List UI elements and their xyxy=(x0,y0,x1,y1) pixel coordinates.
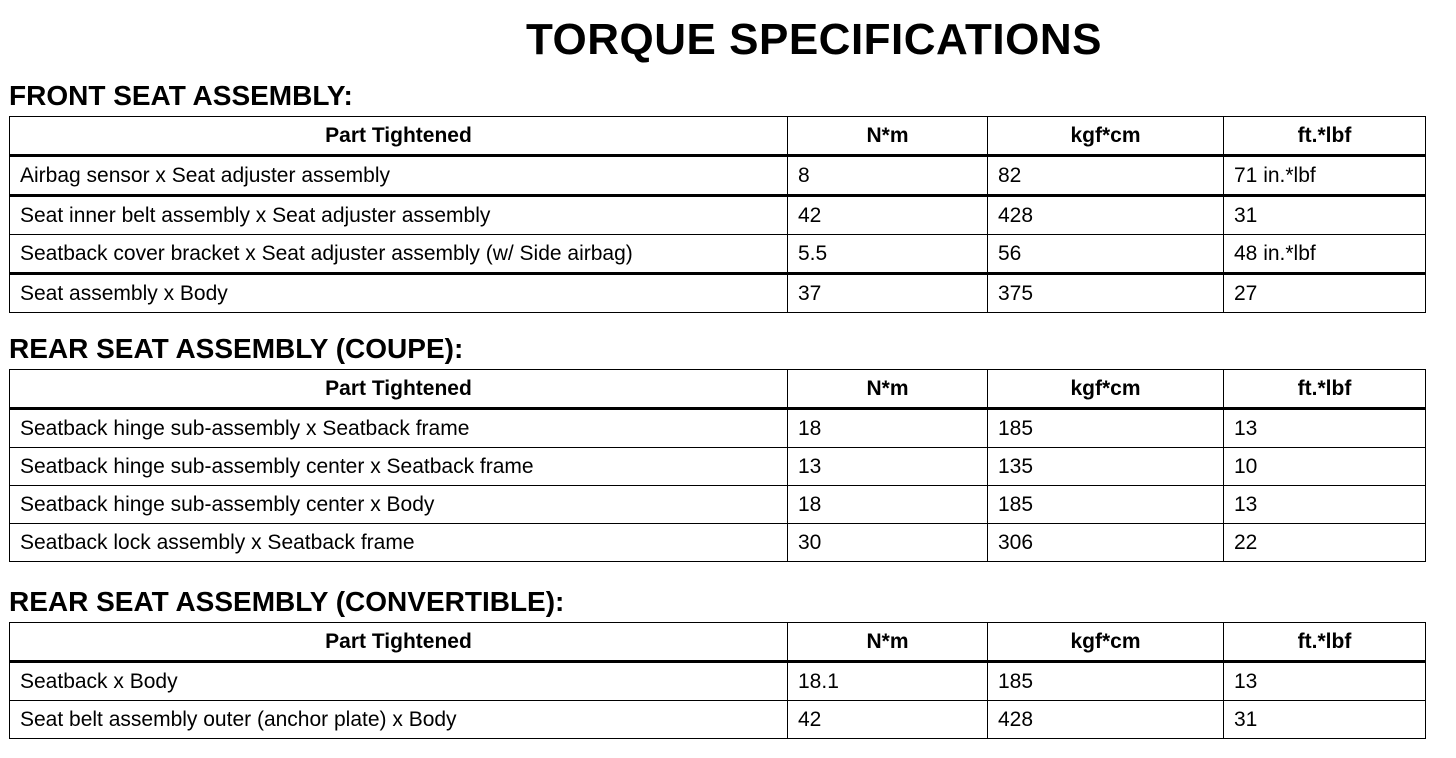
column-header-nm: N*m xyxy=(788,370,988,409)
column-header-nm: N*m xyxy=(788,623,988,662)
cell-part: Seatback cover bracket x Seat adjuster assembly (w/ Side airbag) xyxy=(10,235,788,274)
section-heading: REAR SEAT ASSEMBLY (CONVERTIBLE): xyxy=(9,586,565,617)
cell-ftlbf: 13 xyxy=(1224,486,1426,524)
cell-part: Seatback hinge sub-assembly x Seatback frame xyxy=(10,409,788,448)
cell-ftlbf: 13 xyxy=(1224,662,1426,701)
table-row xyxy=(10,235,1426,274)
cell-part: Seatback x Body xyxy=(10,662,788,701)
column-header-part: Part Tightened xyxy=(10,623,788,662)
torque-table-rear-seat-convertible xyxy=(9,622,1426,739)
cell-kgfcm: 428 xyxy=(988,701,1224,739)
cell-ftlbf: 71 in.*lbf xyxy=(1224,156,1426,196)
cell-part: Seatback lock assembly x Seatback frame xyxy=(10,524,788,562)
table-header-row xyxy=(10,370,1426,409)
cell-part: Seatback hinge sub-assembly center x Seatback frame xyxy=(10,448,788,486)
section-rear-seat-coupe xyxy=(9,333,1425,562)
table-row xyxy=(10,662,1426,701)
cell-kgfcm: 185 xyxy=(988,662,1224,701)
column-header-ftlbf: ft.*lbf xyxy=(1224,623,1426,662)
table-row xyxy=(10,524,1426,562)
table-row xyxy=(10,156,1426,196)
cell-part: Seatback hinge sub-assembly center x Body xyxy=(10,486,788,524)
cell-nm: 42 xyxy=(788,701,988,739)
table-row xyxy=(10,409,1426,448)
section-heading: REAR SEAT ASSEMBLY (COUPE): xyxy=(9,333,464,364)
section-rear-seat-convertible xyxy=(9,586,1425,739)
cell-ftlbf: 48 in.*lbf xyxy=(1224,235,1426,274)
cell-ftlbf: 31 xyxy=(1224,701,1426,739)
table-header-row xyxy=(10,117,1426,156)
cell-kgfcm: 185 xyxy=(988,409,1224,448)
cell-part: Seat inner belt assembly x Seat adjuster assembly xyxy=(10,196,788,235)
cell-nm: 18 xyxy=(788,409,988,448)
cell-kgfcm: 306 xyxy=(988,524,1224,562)
cell-nm: 30 xyxy=(788,524,988,562)
cell-kgfcm: 56 xyxy=(988,235,1224,274)
cell-part: Seat belt assembly outer (anchor plate) x Body xyxy=(10,701,788,739)
section-heading: FRONT SEAT ASSEMBLY: xyxy=(9,80,353,111)
table-row xyxy=(10,701,1426,739)
table-row xyxy=(10,448,1426,486)
cell-nm: 13 xyxy=(788,448,988,486)
cell-kgfcm: 185 xyxy=(988,486,1224,524)
cell-nm: 18.1 xyxy=(788,662,988,701)
cell-kgfcm: 135 xyxy=(988,448,1224,486)
cell-part: Airbag sensor x Seat adjuster assembly xyxy=(10,156,788,196)
cell-nm: 37 xyxy=(788,274,988,313)
cell-kgfcm: 82 xyxy=(988,156,1224,196)
column-header-ftlbf: ft.*lbf xyxy=(1224,117,1426,156)
section-front-seat xyxy=(9,80,1425,313)
cell-ftlbf: 13 xyxy=(1224,409,1426,448)
column-header-ftlbf: ft.*lbf xyxy=(1224,370,1426,409)
page-title: TORQUE SPECIFICATIONS xyxy=(525,15,1103,64)
cell-ftlbf: 27 xyxy=(1224,274,1426,313)
column-header-kgfcm: kgf*cm xyxy=(988,117,1224,156)
torque-table-rear-seat-coupe xyxy=(9,369,1426,562)
column-header-kgfcm: kgf*cm xyxy=(988,370,1224,409)
column-header-kgfcm: kgf*cm xyxy=(988,623,1224,662)
cell-kgfcm: 375 xyxy=(988,274,1224,313)
cell-kgfcm: 428 xyxy=(988,196,1224,235)
column-header-part: Part Tightened xyxy=(10,117,788,156)
column-header-part: Part Tightened xyxy=(10,370,788,409)
table-row xyxy=(10,486,1426,524)
table-row xyxy=(10,196,1426,235)
table-row xyxy=(10,274,1426,313)
cell-ftlbf: 10 xyxy=(1224,448,1426,486)
cell-nm: 8 xyxy=(788,156,988,196)
cell-nm: 5.5 xyxy=(788,235,988,274)
cell-nm: 18 xyxy=(788,486,988,524)
cell-part: Seat assembly x Body xyxy=(10,274,788,313)
torque-table-front-seat xyxy=(9,116,1426,313)
column-header-nm: N*m xyxy=(788,117,988,156)
cell-ftlbf: 31 xyxy=(1224,196,1426,235)
cell-ftlbf: 22 xyxy=(1224,524,1426,562)
cell-nm: 42 xyxy=(788,196,988,235)
table-header-row xyxy=(10,623,1426,662)
